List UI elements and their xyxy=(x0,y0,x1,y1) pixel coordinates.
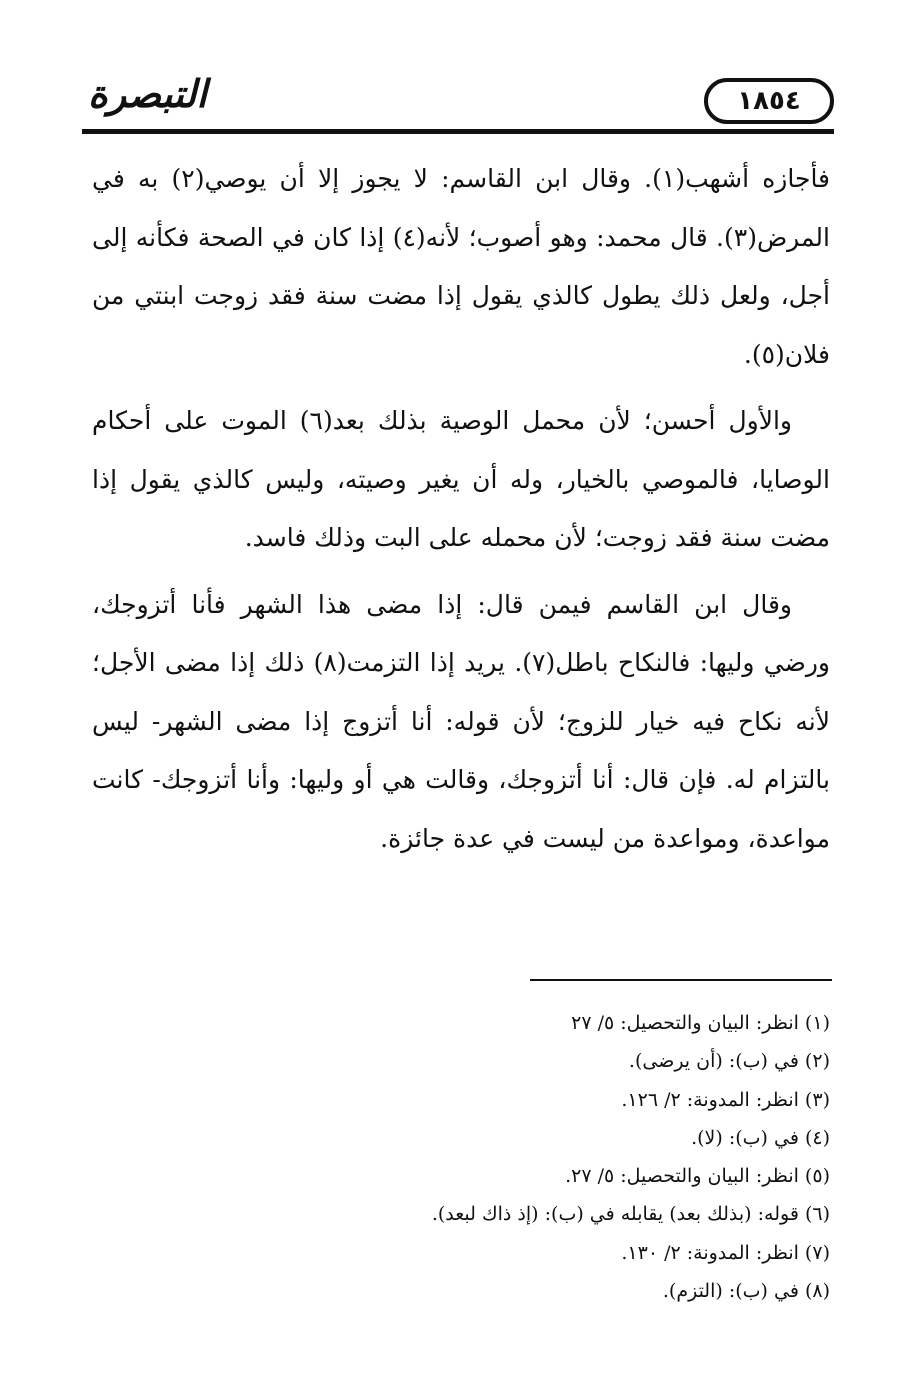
page-header xyxy=(82,68,834,134)
footnotes xyxy=(92,1004,830,1310)
footnote: (٨) في (ب): (التزم). xyxy=(662,1280,830,1303)
paragraph: والأول أحسن؛ لأن محمل الوصية بذلك بعد(٦) الموت على أحكام الوصايا، فالموصي بالخيار، وله أن يغير وصيته، وليس كالذي يقول إذا مضت سنة فقد زوجت؛ لأن محمله على البت وذلك فاسد. xyxy=(92,406,830,552)
footnote: (٧) انظر: المدونة: ٢/ ١٣٠. xyxy=(621,1241,830,1264)
main-text xyxy=(92,150,830,876)
footnote: (٢) في (ب): (أن يرضى). xyxy=(628,1050,830,1073)
footnote: (٦) قوله: (بذلك بعد) يقابله في (ب): (إذ ذاك لبعد). xyxy=(431,1203,830,1226)
footnote: (١) انظر: البيان والتحصيل: ٥/ ٢٧ xyxy=(571,1012,830,1034)
footnote: (٤) في (ب): (لا). xyxy=(691,1126,830,1149)
header-divider xyxy=(82,129,834,134)
footnote: (٥) انظر: البيان والتحصيل: ٥/ ٢٧. xyxy=(565,1165,830,1188)
paragraph: وقال ابن القاسم فيمن قال: إذا مضى هذا الشهر فأنا أتزوجك، ورضي وليها: فالنكاح باطل(٧). يريد إذا التزمت(٨) ذلك إذا مضى الأجل؛ لأنه نكاح فيه خيار للزوج؛ لأن قوله: أنا أتزوج إذا مضى الشهر- ليس بالتزام له. فإن قال: أنا أتزوجك، وقالت هي أو وليها: وأنا أتزوجك- كانت مواعدة، ومواعدة من ليست في عدة جائزة. xyxy=(92,589,830,853)
paragraph: فأجازه أشهب(١). وقال ابن القاسم: لا يجوز إلا أن يوصي(٢) به في المرض(٣). قال محمد: وهو أصوب؛ لأنه(٤) إذا كان في الصحة فكأنه إلى أجل، ولعل ذلك يطول كالذي يقول إذا مضت سنة فقد زوجت ابنتي من فلان(٥). xyxy=(92,164,831,369)
footnote: (٣) انظر: المدونة: ٢/ ١٢٦. xyxy=(621,1088,830,1111)
footnote-divider xyxy=(530,979,832,981)
book-title: التبصرة xyxy=(88,71,207,116)
page-number-frame xyxy=(704,78,834,124)
page-number: ١٨٥٤ xyxy=(737,86,801,116)
